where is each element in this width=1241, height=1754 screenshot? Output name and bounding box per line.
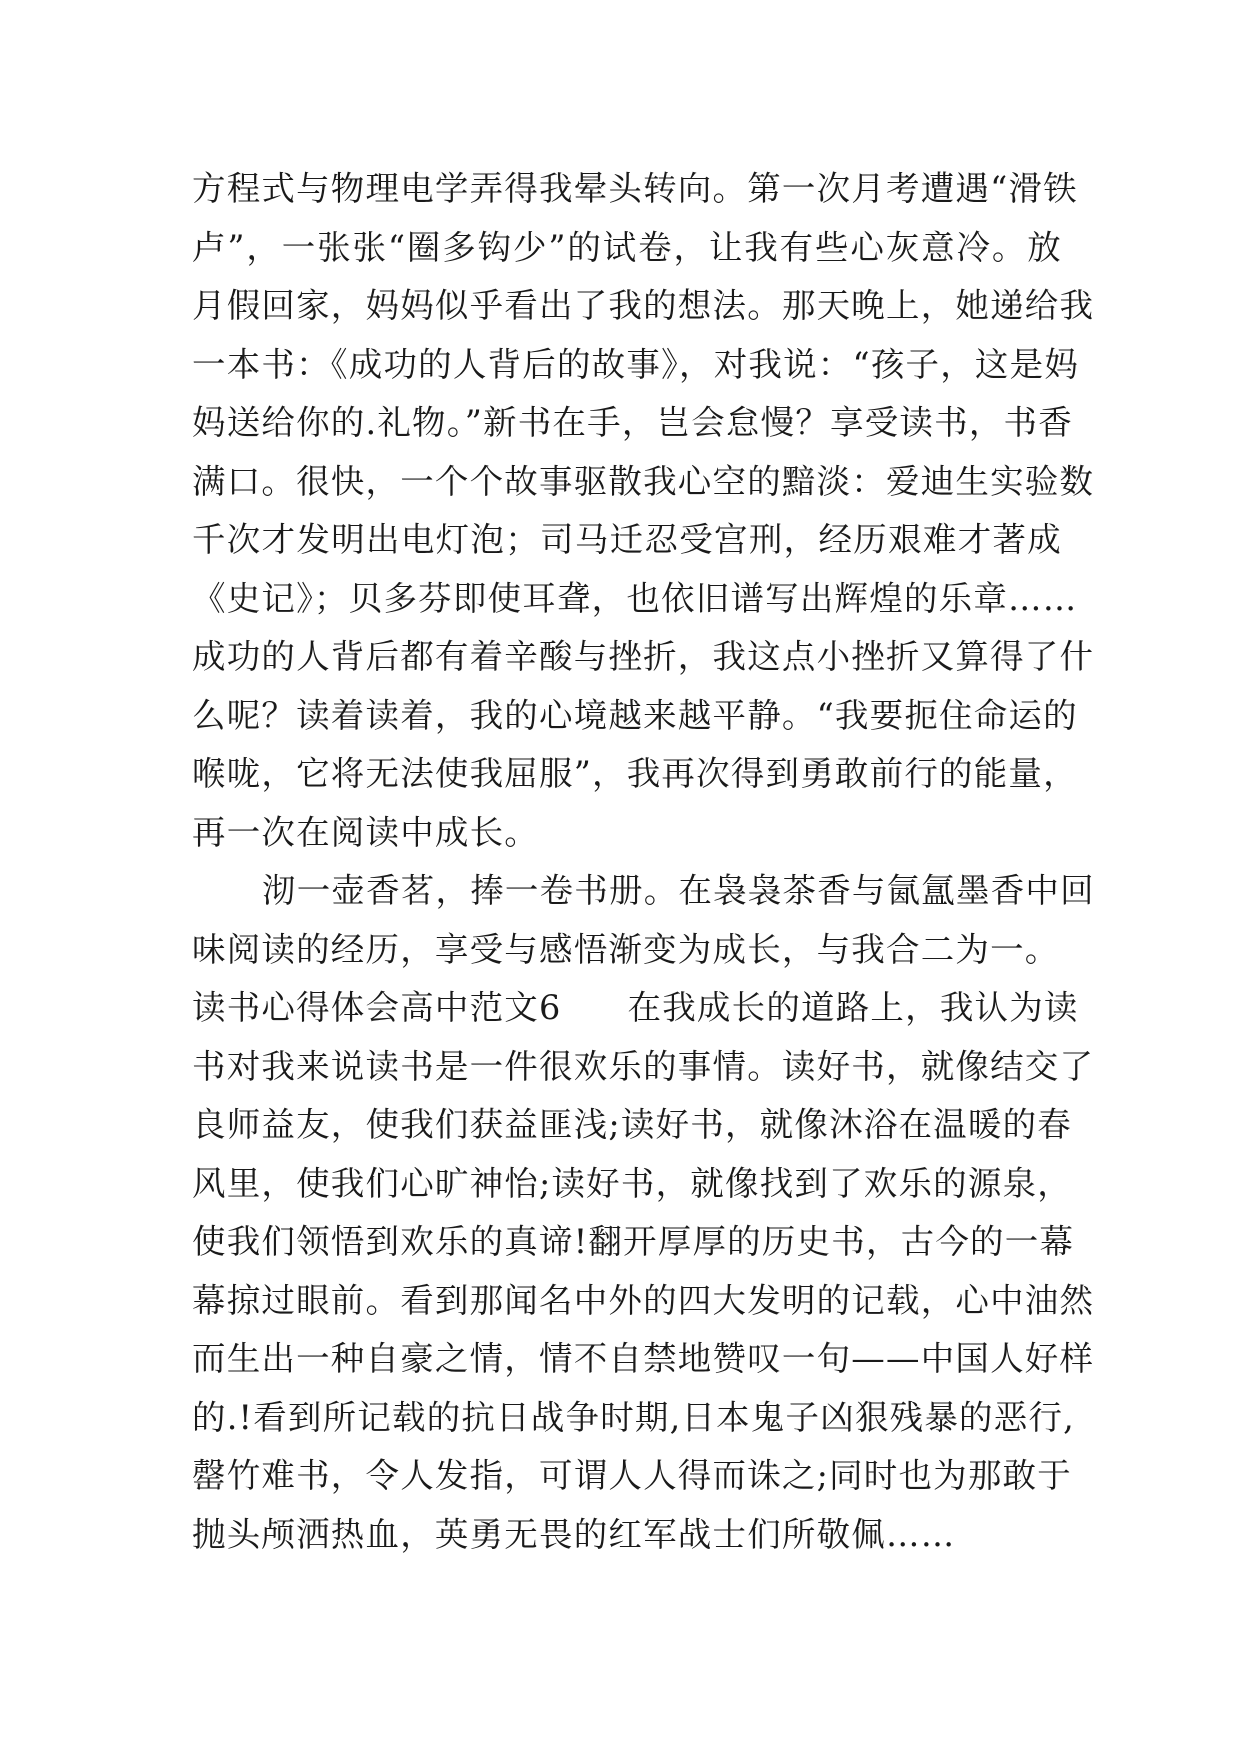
text-line: 幕掠过眼前。看到那闻名中外的四大发明的记载，心中油然 <box>192 1280 1095 1320</box>
section-title-line <box>192 979 1079 1038</box>
section-opening-text: 在我成长的道路上，我认为读 <box>627 988 1079 1027</box>
text-line: 一本书：《成功的人背后的故事》，对我说：“孩子，这是妈 <box>192 344 1080 384</box>
text-line: 月假回家，妈妈似乎看出了我的想法。那天晚上，她递给我 <box>192 286 1095 325</box>
text-line: 良师益友，使我们获益匪浅;读好书，就像沐浴在温暖的春 <box>192 1105 1072 1144</box>
text-line: 书对我来说读书是一件很欢乐的事情。读好书，就像结交了 <box>192 1046 1095 1086</box>
text-line: 抛头颅洒热血，英勇无畏的红军战士们所敬佩…… <box>192 1514 956 1554</box>
text-line: 的.!看到所记载的抗日战争时期,日本鬼子凶狠残暴的恶行, <box>192 1397 1076 1437</box>
text-line: 罄竹难书，令人发指，可谓人人得而诛之;同时也为那敢于 <box>192 1456 1072 1495</box>
paragraph-first-line: 沏一壶香茗，捧一卷书册。在袅袅茶香与氤氲墨香中回 <box>262 871 1095 910</box>
document-body <box>192 160 1095 1564</box>
text-line: 妈送给你的.礼物。”新书在手，岂会怠慢？享受读书，书香 <box>192 403 1073 442</box>
text-line: 成功的人背后都有着辛酸与挫折，我这点小挫折又算得了什 <box>192 637 1095 676</box>
section-title: 读书心得体会高中范文6 <box>192 988 562 1027</box>
text-line: 方程式与物理电学弄得我晕头转向。第一次月考遭遇“滑铁 <box>192 169 1078 208</box>
text-line: 千次才发明出电灯泡；司马迁忍受宫刑，经历艰难才著成 <box>192 520 1062 559</box>
text-line: 么呢？读着读着，我的心境越来越平静。“我要扼住命运的 <box>192 695 1078 735</box>
text-line: 满口。很快，一个个故事驱散我心空的黯淡：爱迪生实验数 <box>192 461 1095 501</box>
text-line: 《史记》；贝多芬即使耳聋，也依旧谱写出辉煌的乐章…… <box>192 578 1078 618</box>
text-line: 而生出一种自豪之情，情不自禁地赞叹一句——中国人好样 <box>192 1339 1095 1378</box>
text-line: 卢”，一张张“圈多钩少”的试卷，让我有些心灰意冷。放 <box>192 227 1062 267</box>
text-line: 再一次在阅读中成长。 <box>192 812 539 852</box>
text-line: 味阅读的经历，享受与感悟渐变为成长，与我合二为一。 <box>192 929 1060 969</box>
text-line: 风里，使我们心旷神怡;读好书，就像找到了欢乐的源泉， <box>192 1163 1072 1203</box>
text-line: 使我们领悟到欢乐的真谛!翻开厚厚的历史书，古今的一幕 <box>192 1222 1075 1261</box>
text-line: 喉咙，它将无法使我屈服”，我再次得到勇敢前行的能量， <box>192 754 1078 793</box>
